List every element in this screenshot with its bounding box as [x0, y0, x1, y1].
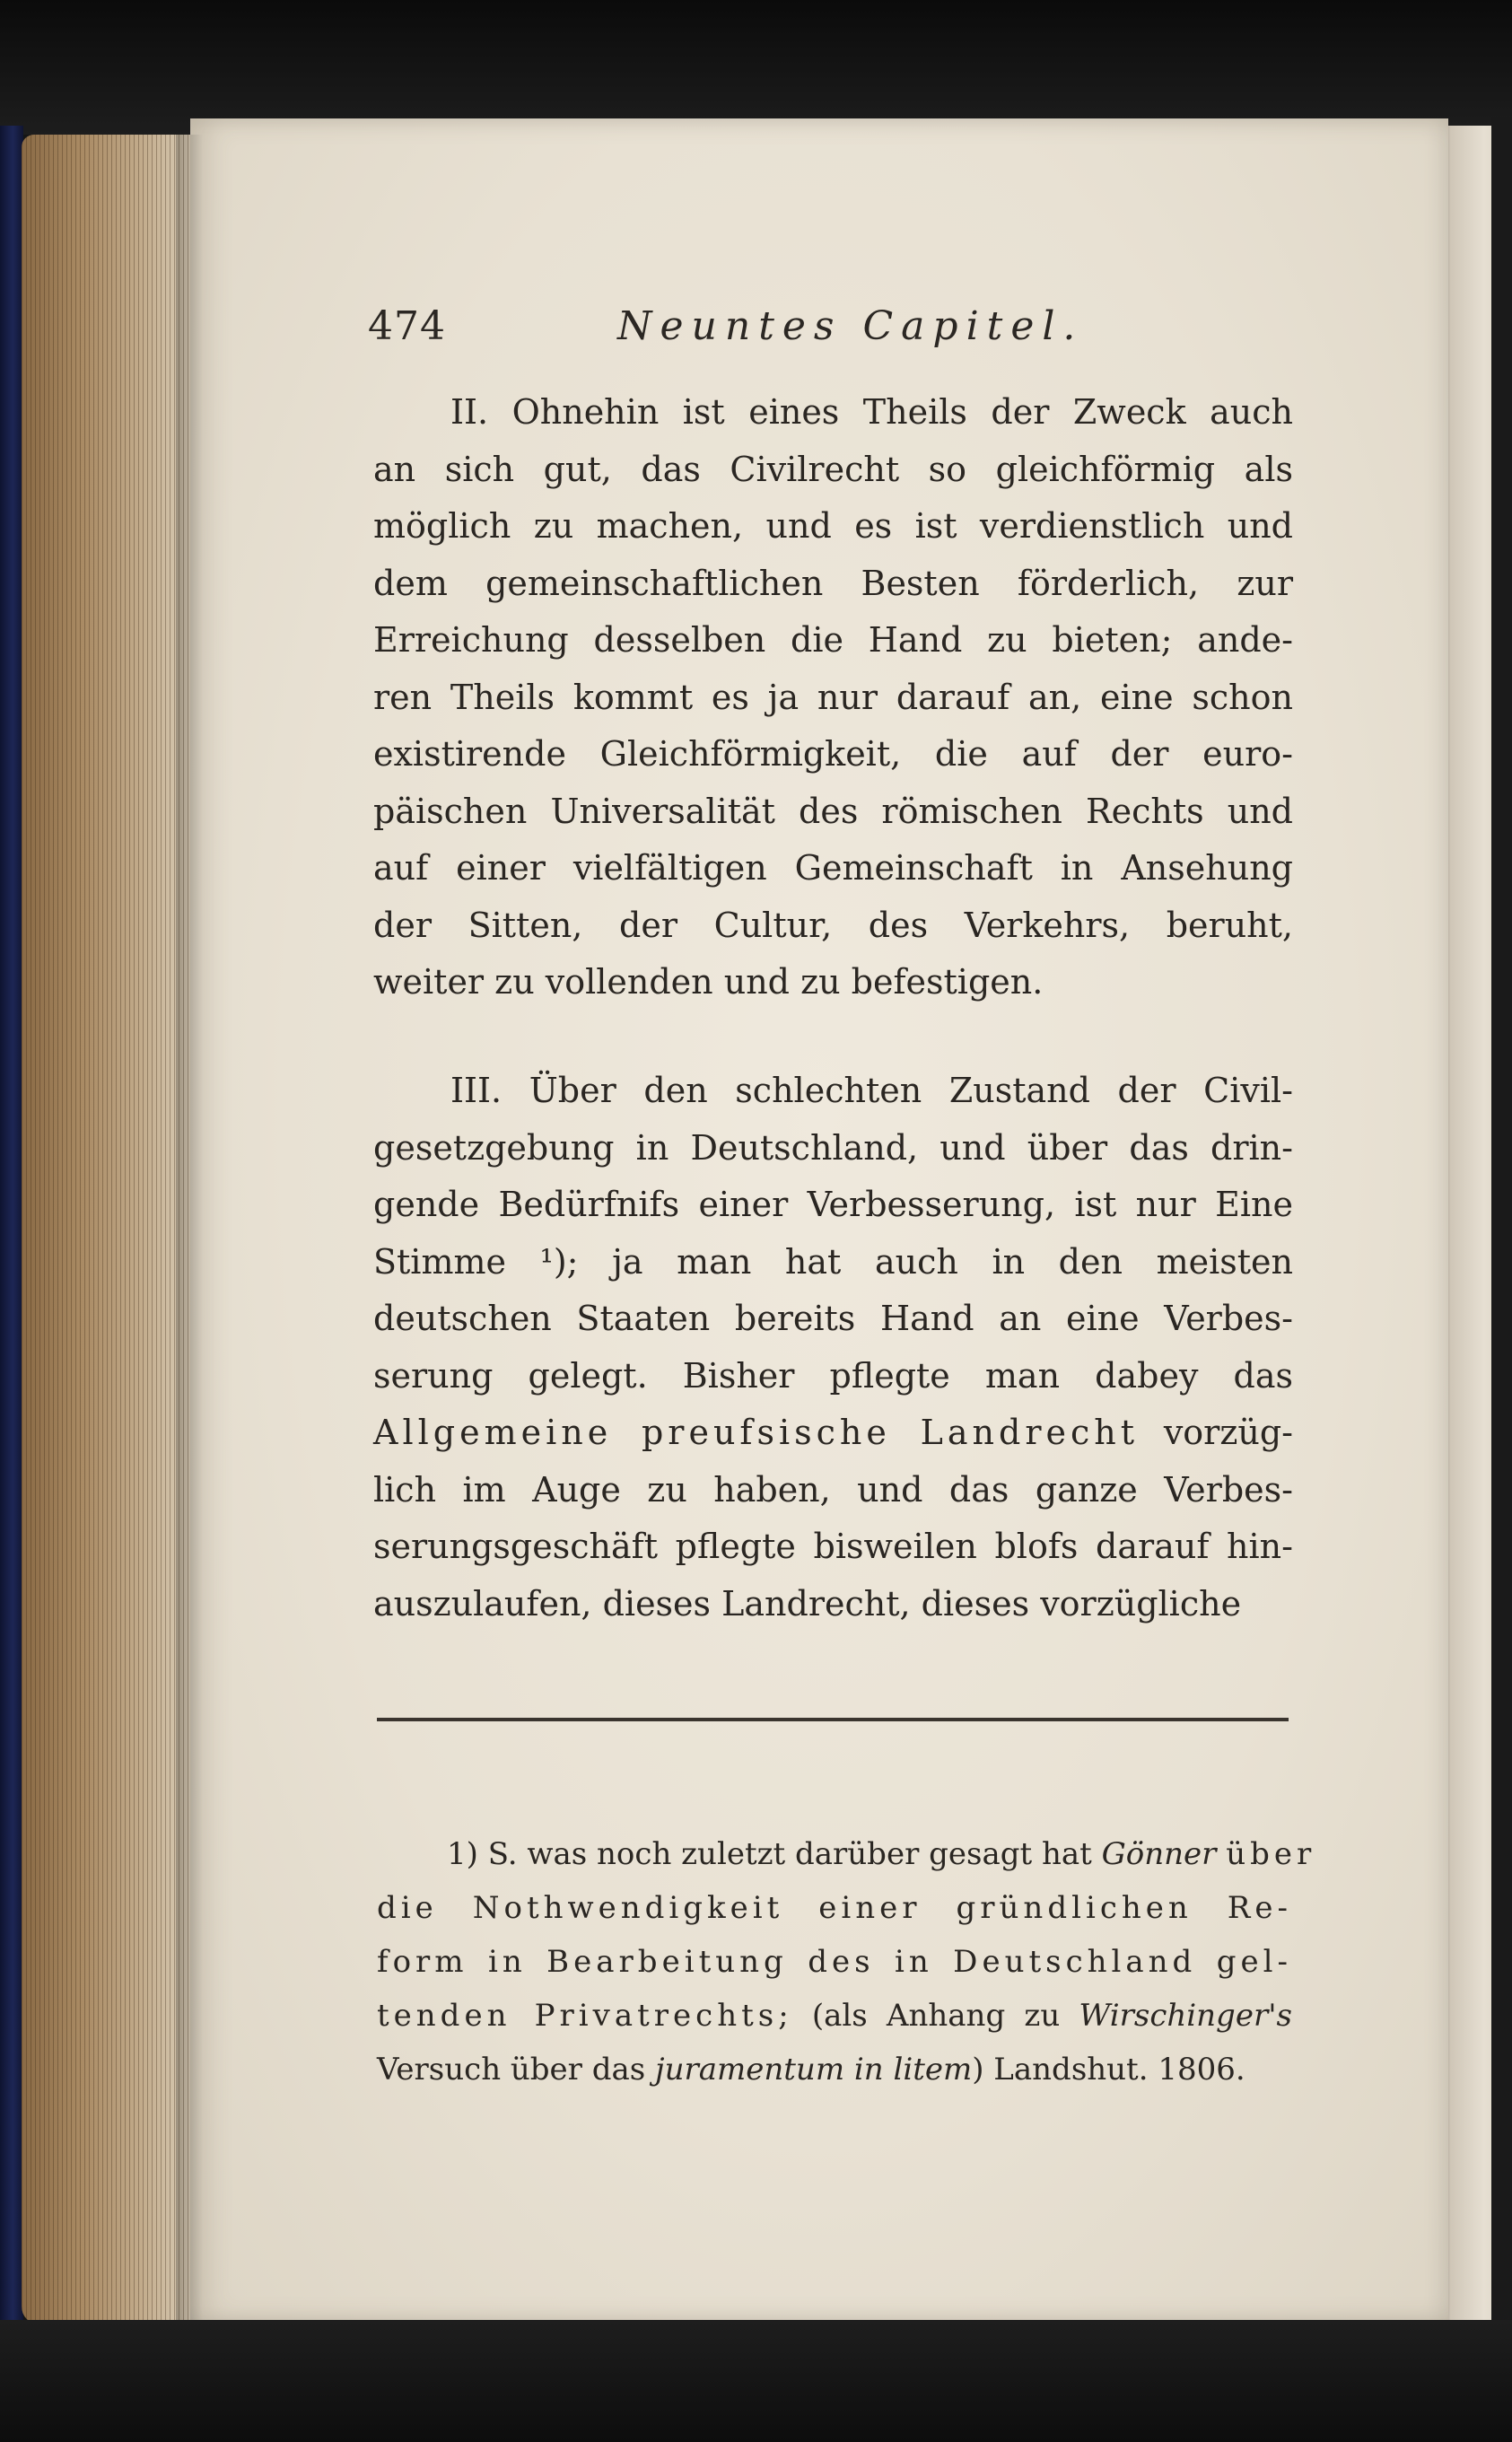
footnote-place: ) Landshut. 1806.: [972, 2052, 1245, 2088]
text-line: III. Über den schlechten Zustand der Civil-: [450, 1071, 1293, 1110]
text-fragment: vorzüg-: [1163, 1413, 1293, 1452]
text-line: dem gemeinschaftlichen Besten förderlich, zur: [373, 563, 1293, 603]
footnote-title-end: tenden Privatrechts;: [377, 1998, 793, 2034]
text-line: serungsgeschäft pflegte bisweilen blofs darauf hin-: [373, 1527, 1293, 1566]
footnote-title-start: über: [1226, 1836, 1316, 1872]
running-head: [368, 303, 1292, 366]
text-line: serung gelegt. Bisher pflegte man dabey das: [373, 1355, 1293, 1396]
footnote-anhang-author: Wirschinger's: [1079, 1998, 1292, 2034]
text-line: II. Ohnehin ist eines Theils der Zweck auch: [450, 392, 1293, 432]
footnote: [377, 1827, 1316, 2096]
page-number: 474: [368, 303, 446, 349]
text-line: weiter zu vollenden und zu befestigen.: [373, 962, 1044, 1002]
footnote-line: [377, 2043, 1292, 2096]
text-line: ren Theils kommt es ja nur darauf an, eine schon: [373, 677, 1293, 717]
paragraph-iii: [373, 1063, 1293, 1632]
emphasized-title: Allgemeine preufsische Landrecht: [373, 1413, 1140, 1452]
footnote-rule: [377, 1718, 1289, 1721]
text-line: an sich gut, das Civilrecht so gleichförmig als: [373, 449, 1293, 489]
text-line: gende Bedürfnifs einer Verbesserung, ist nur Eine: [373, 1185, 1293, 1224]
text-line: Erreichung desselben die Hand zu bieten; ande-: [373, 620, 1293, 660]
footnote-line: [377, 1989, 1292, 2043]
footnote-line: [377, 1827, 1316, 1881]
text-line: deutschen Staaten bereits Hand an eine Verbes-: [373, 1299, 1293, 1338]
text-line: auf einer vielfältigen Gemeinschaft in Ansehung: [373, 848, 1293, 888]
text-line: auszulaufen, dieses Landrecht, dieses vorzügliche: [373, 1583, 1242, 1624]
page-edges-left: [22, 135, 192, 2324]
footnote-versuch: Versuch über das: [377, 2052, 646, 2088]
text-line: der Sitten, der Cultur, des Verkehrs, beruht,: [373, 905, 1293, 945]
footnote-line: die Nothwendigkeit einer gründlichen Re-: [377, 1890, 1292, 1926]
text-line-spaced: [373, 1405, 1293, 1462]
paragraph-ii: [373, 384, 1293, 1011]
footnote-anhang: (als Anhang zu: [811, 1998, 1061, 2034]
chapter-title: Neuntes Capitel.: [617, 303, 1084, 349]
text-line: Stimme ¹); ja man hat auch in den meisten: [373, 1241, 1293, 1282]
footnote-marker-text: 1) S. was noch zuletzt darüber gesagt hat: [447, 1836, 1092, 1872]
text-line: lich im Auge zu haben, und das ganze Verbes-: [373, 1469, 1293, 1510]
text-line: möglich zu machen, und es ist verdienstlich und: [373, 506, 1293, 546]
footnote-latin: juramentum in litem: [655, 2052, 973, 2088]
background-top: [0, 0, 1512, 135]
text-line: päischen Universalität des römischen Rechts und: [373, 791, 1293, 831]
background-right: [1491, 117, 1512, 2342]
text-line: existirende Gleichförmigkeit, die auf der euro-: [373, 734, 1293, 774]
text-line: gesetzgebung in Deutschland, und über das drin-: [373, 1127, 1293, 1168]
background-bottom: [0, 2320, 1512, 2442]
gutter-shadow: [176, 135, 203, 2324]
footnote-line: form in Bearbeitung des in Deutschland gel-: [377, 1944, 1292, 1980]
book-cover-left: [0, 126, 23, 2351]
footnote-author: Gönner: [1101, 1836, 1217, 1872]
